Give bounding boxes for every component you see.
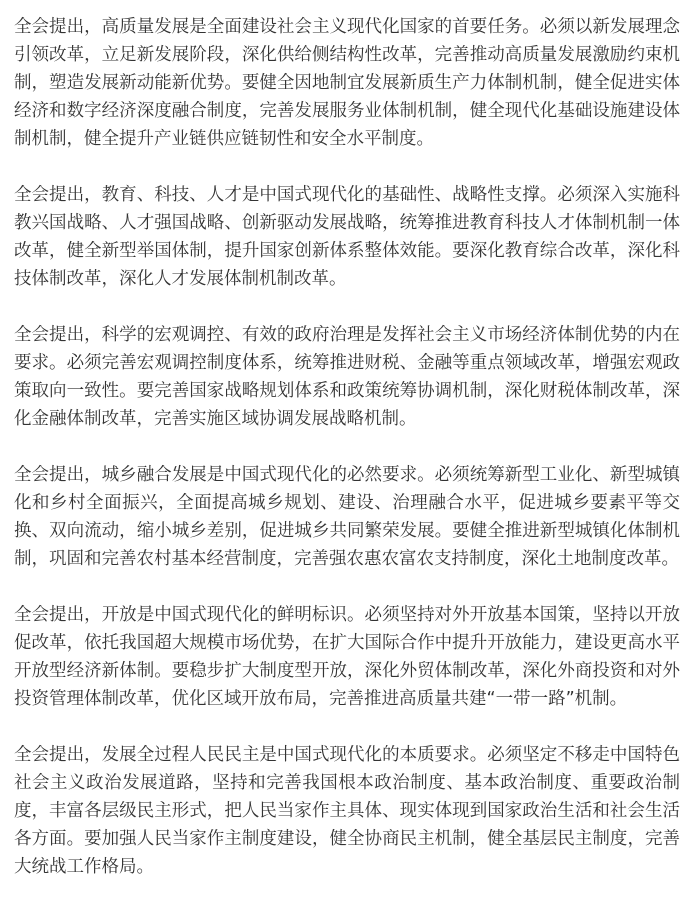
paragraph-education-science-talent: 全会提出，教育、科技、人才是中国式现代化的基础性、战略性支撑。必须深入实施科教兴国战略、人才强国战略、创新驱动发展战略，统筹推进教育科技人才体制机制一体改革，健全新型举国体制，提升国家创新体系整体效能。要深化教育综合改革，深化科技体制改革，深化人才发展体制机制改革。 — [14, 185, 680, 289]
paragraph-urban-rural-integration: 全会提出，城乡融合发展是中国式现代化的必然要求。必须统筹新型工业化、新型城镇化和乡村全面振兴，全面提高城乡规划、建设、治理融合水平，促进城乡要素平等交换、双向流动，缩小城乡差别，促进城乡共同繁荣发展。要健全推进新型城镇化体制机制，巩固和完善农村基本经营制度，完善强农惠农富农支持制度，深化土地制度改革。 — [14, 465, 680, 569]
paragraph-opening-up: 全会提出，开放是中国式现代化的鲜明标识。必须坚持对外开放基本国策，坚持以开放促改革，依托我国超大规模市场优势，在扩大国际合作中提升开放能力，建设更高水平开放型经济新体制。要稳步扩大制度型开放，深化外贸体制改革，深化外商投资和对外投资管理体制改革，优化区域开放布局，完善推进高质量共建“一带一路”机制。 — [14, 605, 680, 709]
paragraph-peoples-democracy: 全会提出，发展全过程人民民主是中国式现代化的本质要求。必须坚定不移走中国特色社会主义政治发展道路，坚持和完善我国根本政治制度、基本政治制度、重要政治制度，丰富各层级民主形式，把人民当家作主具体、现实体现到国家政治生活和社会生活各方面。要加强人民当家作主制度建设，健全协商民主机制，健全基层民主制度，完善大统战工作格局。 — [14, 745, 680, 877]
paragraph-macro-regulation: 全会提出，科学的宏观调控、有效的政府治理是发挥社会主义市场经济体制优势的内在要求。必须完善宏观调控制度体系，统筹推进财税、金融等重点领域改革，增强宏观政策取向一致性。要完善国家战略规划体系和政策统筹协调机制，深化财税体制改革，深化金融体制改革，完善实施区域协调发展战略机制。 — [14, 325, 680, 429]
paragraph-high-quality-development: 全会提出，高质量发展是全面建设社会主义现代化国家的首要任务。必须以新发展理念引领改革，立足新发展阶段，深化供给侧结构性改革，完善推动高质量发展激励约束机制，塑造发展新动能新优势。要健全因地制宜发展新质生产力体制机制，健全促进实体经济和数字经济深度融合制度，完善发展服务业体制机制，健全现代化基础设施建设体制机制，健全提升产业链供应链韧性和安全水平制度。 — [14, 17, 680, 149]
